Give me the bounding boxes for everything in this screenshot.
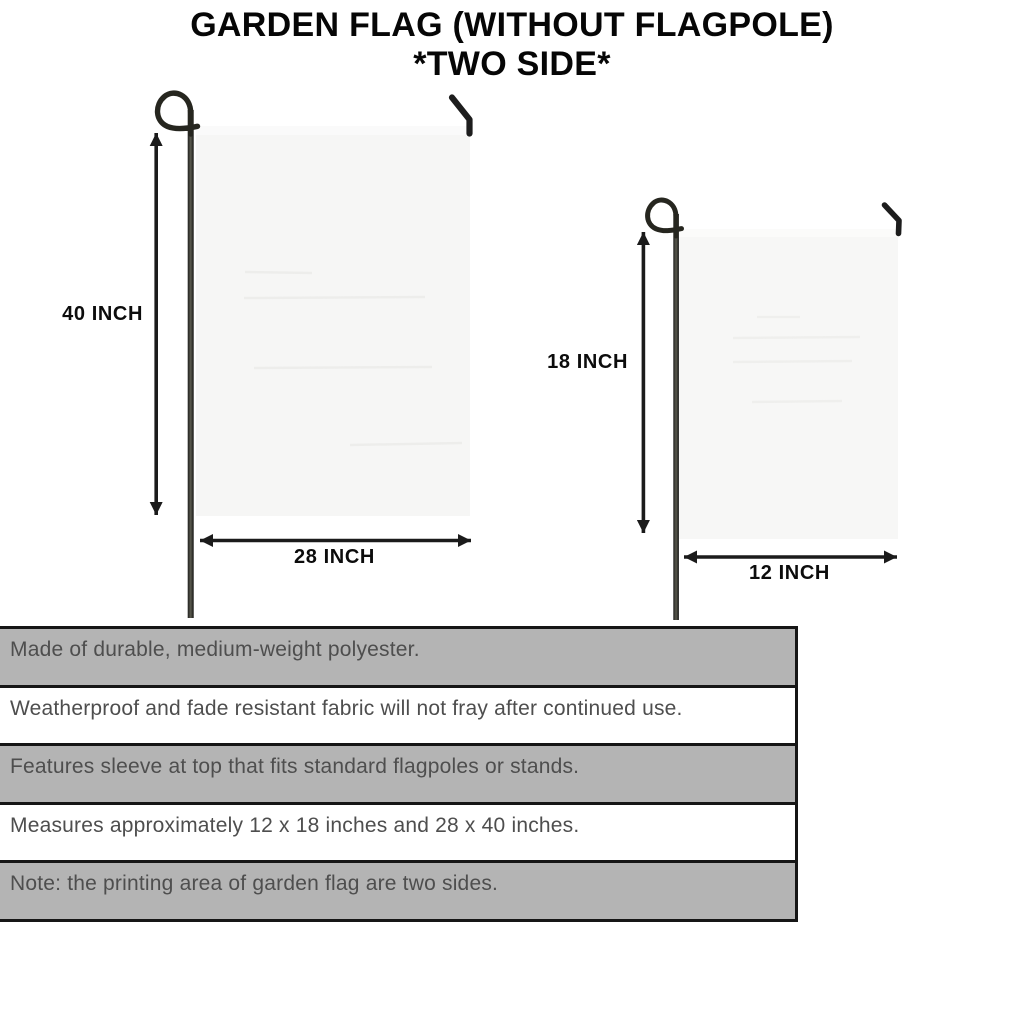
large-flag-height-label: 40 INCH (62, 303, 143, 325)
spec-table (0, 626, 798, 922)
title-line-2: *TWO SIDE* (413, 45, 611, 83)
spec-row-weatherproof: Weatherproof and fade resistant fabric will not fray after continued use. (0, 688, 795, 747)
large-flag (196, 126, 470, 516)
spec-row-sleeve: Features sleeve at top that fits standard flagpoles or stands. (0, 746, 795, 805)
small-flag-width-label: 12 INCH (749, 562, 830, 584)
large-flag-width-label: 28 INCH (294, 546, 375, 568)
title-line-1: GARDEN FLAG (WITHOUT FLAGPOLE) (190, 6, 834, 44)
small-flag-height-label: 18 INCH (547, 351, 628, 373)
spec-row-note: Note: the printing area of garden flag are two sides. (0, 863, 795, 922)
small-flag (679, 229, 898, 539)
large-flag-sleeve (196, 126, 470, 135)
large-flag-pole-loop (158, 93, 198, 134)
spec-row-material: Made of durable, medium-weight polyester. (0, 629, 795, 688)
spec-row-measurements: Measures approximately 12 x 18 inches and 28 x 40 inches. (0, 805, 795, 864)
small-flag-pole (673, 214, 679, 620)
small-flag-pole-loop (648, 200, 682, 236)
large-flag-pole (188, 110, 194, 618)
small-flag-sleeve (679, 229, 898, 237)
